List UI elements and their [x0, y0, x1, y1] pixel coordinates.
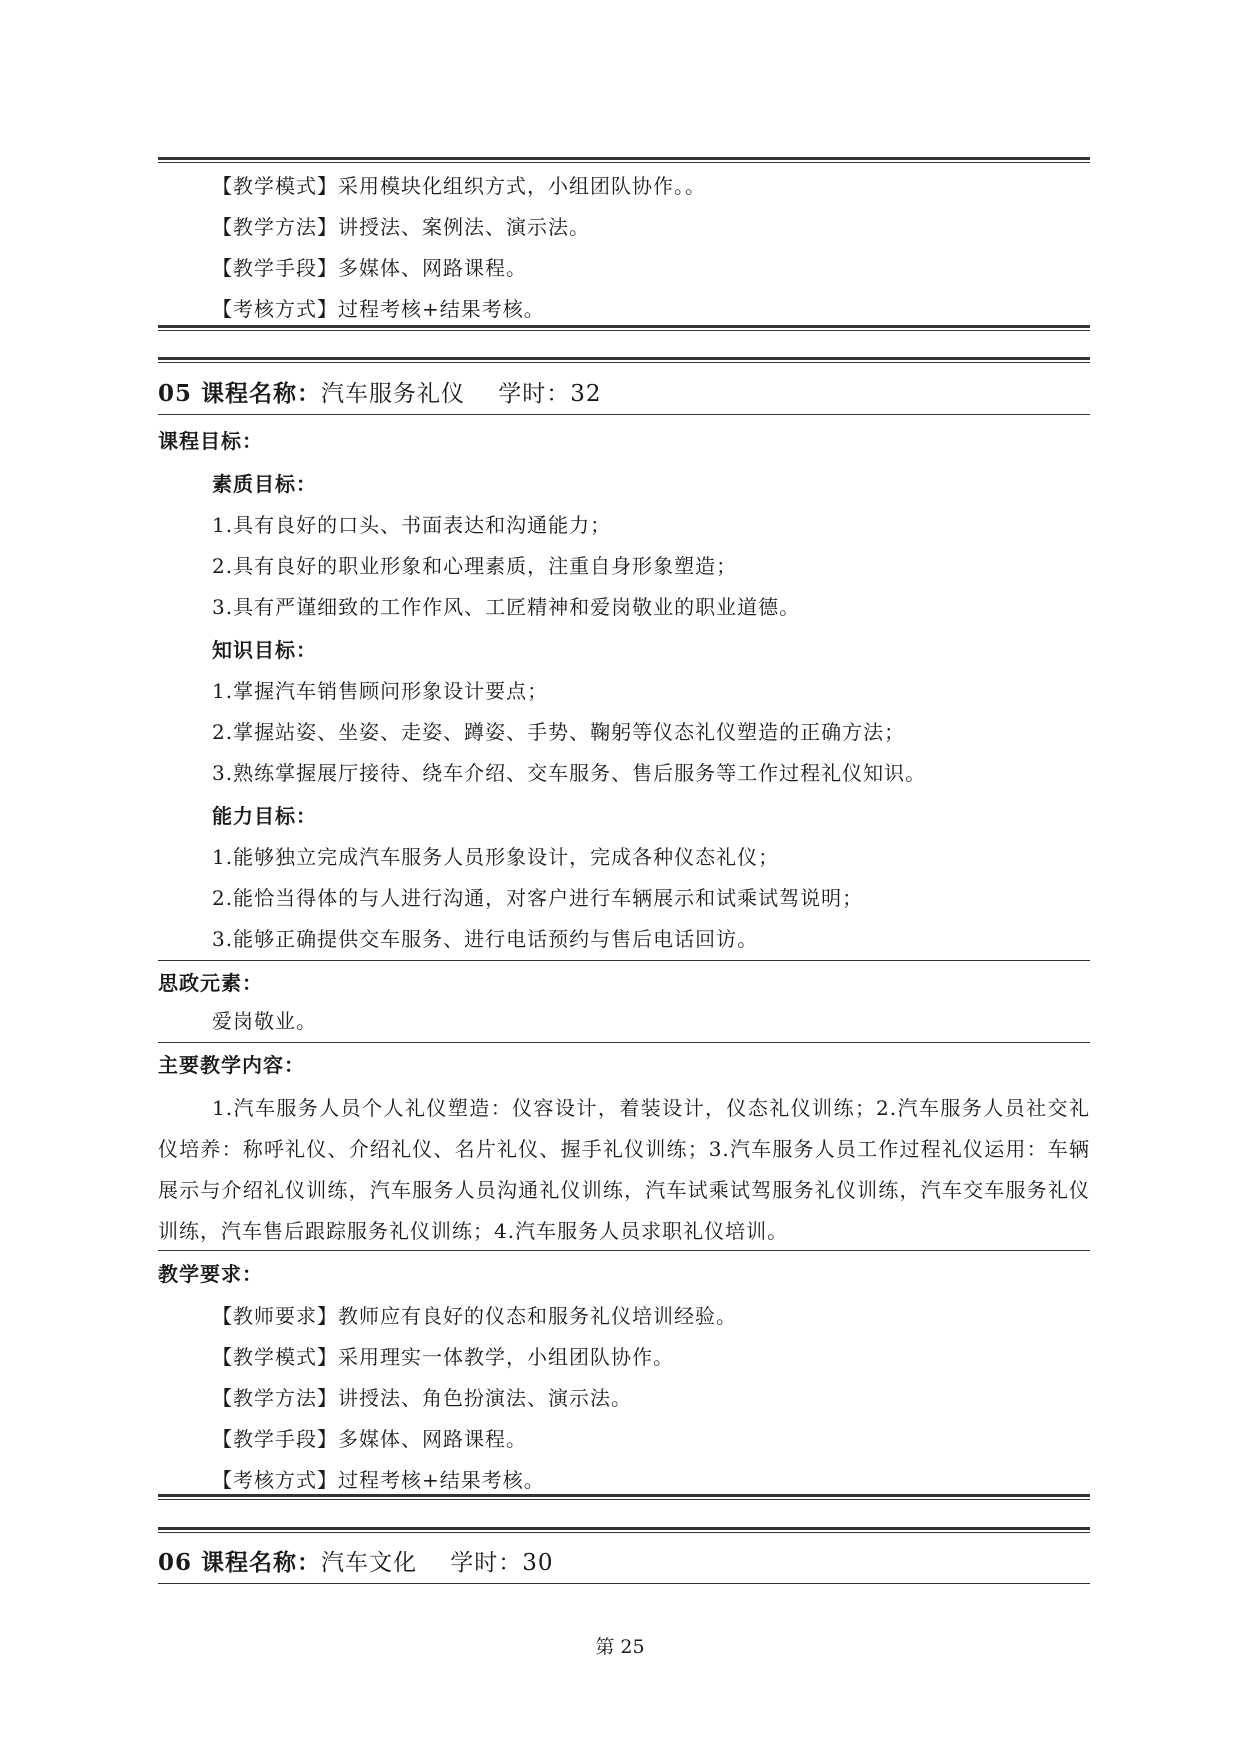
knowledge-item: 3.熟练掌握展厅接待、绕车介绍、交车服务、售后服务等工作过程礼仪知识。	[212, 761, 927, 785]
divider	[158, 960, 1090, 961]
course05-top-rule	[158, 357, 1090, 363]
ability-item: 2.能恰当得体的与人进行沟通，对客户进行车辆展示和试乘试驾说明；	[212, 886, 864, 910]
course05-bottom-rule	[158, 1494, 1090, 1500]
knowledge-item: 2.掌握站姿、坐姿、走姿、蹲姿、手势、鞠躬等仪态礼仪塑造的正确方法；	[212, 720, 906, 744]
divider	[158, 414, 1090, 415]
knowledge-item: 1.掌握汽车销售顾问形象设计要点；	[212, 679, 549, 703]
content-label: 主要教学内容：	[158, 1053, 305, 1077]
knowledge-label: 知识目标：	[212, 638, 317, 662]
divider	[158, 1042, 1090, 1043]
quality-label: 素质目标：	[212, 472, 317, 496]
req-item: 【教学方法】讲授法、角色扮演法、演示法。	[212, 1386, 632, 1410]
ability-item: 1.能够独立完成汽车服务人员形象设计，完成各种仪态礼仪；	[212, 845, 780, 869]
course06-hours: 30	[522, 1550, 554, 1576]
ideology-text: 爱岗敬业。	[212, 1009, 317, 1033]
req-item: 【教学模式】采用理实一体教学，小组团队协作。	[212, 1345, 674, 1369]
content-paragraph: 1.汽车服务人员个人礼仪塑造：仪容设计，着装设计，仪态礼仪训练；2.汽车服务人员社交礼仪培养：称呼礼仪、介绍礼仪、名片礼仪、握手礼仪训练；3.汽车服务人员工作过程礼仪运用：车辆展示与介绍礼仪训练，汽车服务人员沟通礼仪训练，汽车试乘试驾服务礼仪训练，汽车交车服务礼仪训练，汽车售后跟踪服务礼仪训练；4.汽车服务人员求职礼仪培训。	[158, 1096, 1090, 1243]
divider	[158, 1250, 1090, 1251]
course05-name: 汽车服务礼仪	[321, 381, 466, 407]
ability-item: 3.能够正确提供交车服务、进行电话预约与售后电话回访。	[212, 927, 759, 951]
top-block-bottom-rule	[158, 325, 1090, 331]
course06-num-label: 06 课程名称：	[158, 1549, 322, 1576]
course05-heading	[158, 380, 1090, 408]
req-item: 【教学手段】多媒体、网路课程。	[212, 1427, 527, 1451]
ideology-label: 思政元素：	[158, 971, 263, 995]
quality-item: 3.具有严谨细致的工作作风、工匠精神和爱岗敬业的职业道德。	[212, 595, 801, 619]
course06-name: 汽车文化	[321, 1550, 418, 1576]
req-item: 【教师要求】教师应有良好的仪态和服务礼仪培训经验。	[212, 1304, 737, 1328]
divider	[158, 1583, 1090, 1584]
course05-hours: 32	[570, 381, 602, 407]
course05-hours-label: 学时：	[498, 381, 571, 407]
req-item: 【考核方式】过程考核+结果考核。	[212, 1468, 545, 1492]
course06-heading	[158, 1549, 1090, 1577]
goals-label: 课程目标：	[158, 429, 263, 453]
ability-label: 能力目标：	[212, 804, 317, 828]
quality-item: 2.具有良好的职业形象和心理素质，注重自身形象塑造；	[212, 554, 738, 578]
page-number: 第 25	[595, 1636, 645, 1658]
top-teaching-mode: 【教学模式】采用模块化组织方式，小组团队协作。。	[212, 174, 706, 198]
course06-top-rule	[158, 1527, 1090, 1533]
top-teaching-method: 【教学方法】讲授法、案例法、演示法。	[212, 215, 590, 239]
top-assessment: 【考核方式】过程考核+结果考核。	[212, 297, 545, 321]
req-label: 教学要求：	[158, 1262, 263, 1286]
course05-num-label: 05 课程名称：	[158, 380, 322, 407]
course06-hours-label: 学时：	[450, 1550, 523, 1576]
top-teaching-means: 【教学手段】多媒体、网路课程。	[212, 256, 527, 280]
quality-item: 1.具有良好的口头、书面表达和沟通能力；	[212, 513, 612, 537]
top-rule	[158, 157, 1090, 163]
